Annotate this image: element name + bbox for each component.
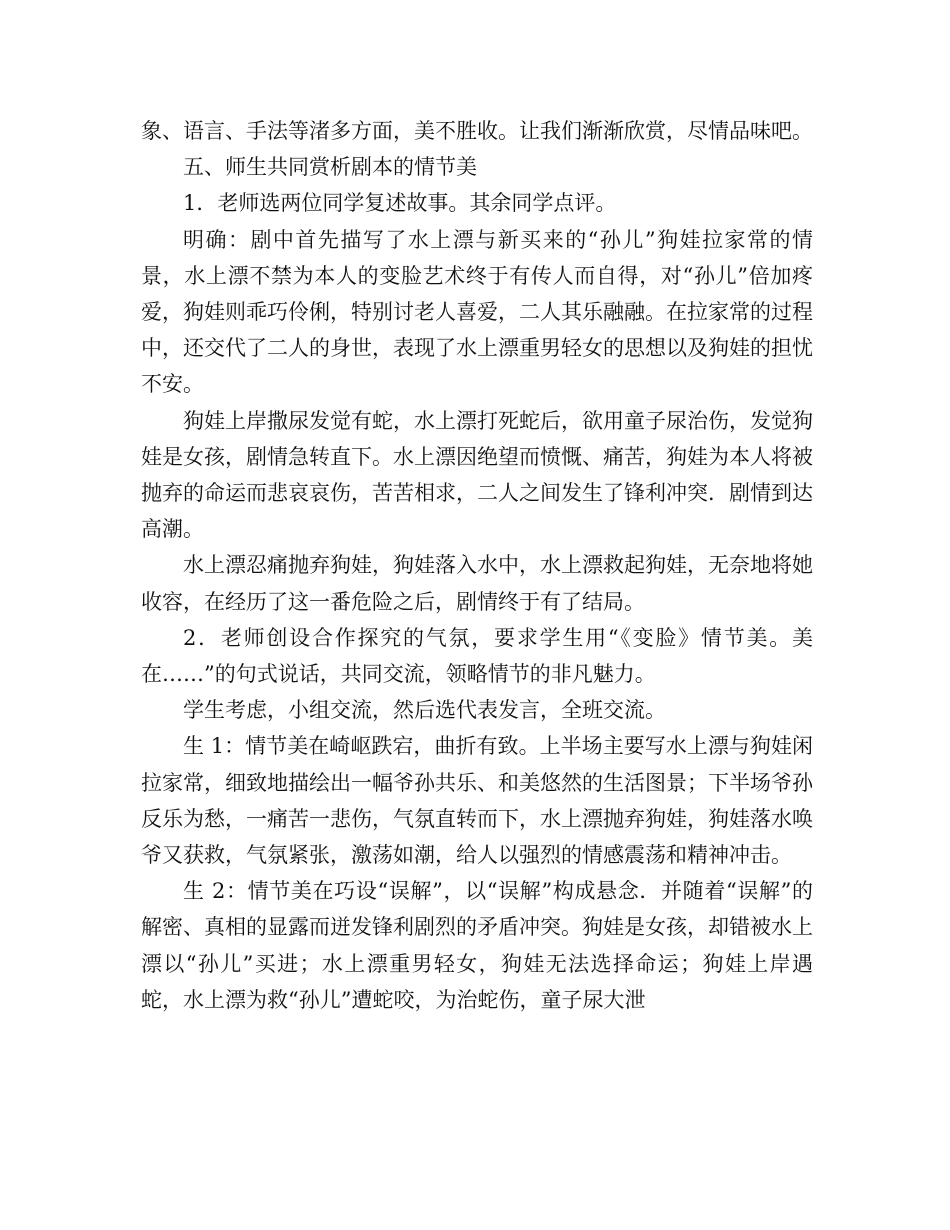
document-body xyxy=(141,113,813,1018)
paragraph-6: 水上漂忍痛抛弃狗娃，狗娃落入水中，水上漂救起狗娃，无奈地将她收容，在经历了这一番危险之后，剧情终于有了结局。 xyxy=(141,553,813,614)
paragraph-4: 明确：剧中首先描写了水上漂与新买来的“孙儿”狗娃拉家常的情景，水上漂不禁为本人的变脸艺术终于有传人而自得，对“孙儿”倍加疼爱，狗娃则乖巧伶俐，特别讨老人喜爱，二人其乐融融。在拉家常的过程中，还交代了二人的身世，表现了水上漂重男轻女的思想以及狗娃的担忧不安。 xyxy=(141,227,813,397)
paragraph-5: 狗娃上岸撒尿发觉有蛇，水上漂打死蛇后，欲用童子尿治伤，发觉狗娃是女孩，剧情急转直下。水上漂因绝望而愤慨、痛苦，狗娃为本人将被抛弃的命运而悲哀哀伤，苦苦相求，二人之间发生了锋利冲突．剧情到达高潮。 xyxy=(141,408,813,542)
paragraph-7: 2．老师创设合作探究的气氛，要求学生用“《变脸》情节美。美在……”的句式说话，共同交流，领略情节的非凡魅力。 xyxy=(141,625,813,687)
paragraph-3: 1．老师选两位同学复述故事。其余同学点评。 xyxy=(183,191,617,216)
paragraph-1: 象、语言、手法等渚多方面，美不胜收。让我们渐渐欣赏，尽情品味吧。 xyxy=(141,119,813,143)
section-heading: 五、师生共同赏析剧本的情节美 xyxy=(183,155,477,180)
paragraph-9: 生 1：情节美在崎岖跌宕，曲折有致。上半场主要写水上漂与狗娃闲拉家常，细致地描绘出一幅爷孙共乐、和美悠然的生活图景；下半场爷孙反乐为愁，一痛苦一悲伤，气氛直转而下，水上漂抛弃狗娃，狗娃落水唤爷又获救，气氛紧张，激荡如潮，给人以强烈的情感震荡和精神冲击。 xyxy=(141,734,813,868)
paragraph-8: 学生考虑，小组交流，然后选代表发言，全班交流。 xyxy=(183,698,666,723)
paragraph-10: 生 2：情节美在巧设“误解”，以“误解”构成悬念．并随着“误解”的解密、真相的显露而迸发锋利剧烈的矛盾冲突。狗娃是女孩，却错被水上漂以“孙儿”买进；水上漂重男轻女，狗娃无法选择命运；狗娃上岸遇蛇，水上漂为救“孙儿”遭蛇咬，为治蛇伤，童子尿大泄 xyxy=(141,879,813,1012)
